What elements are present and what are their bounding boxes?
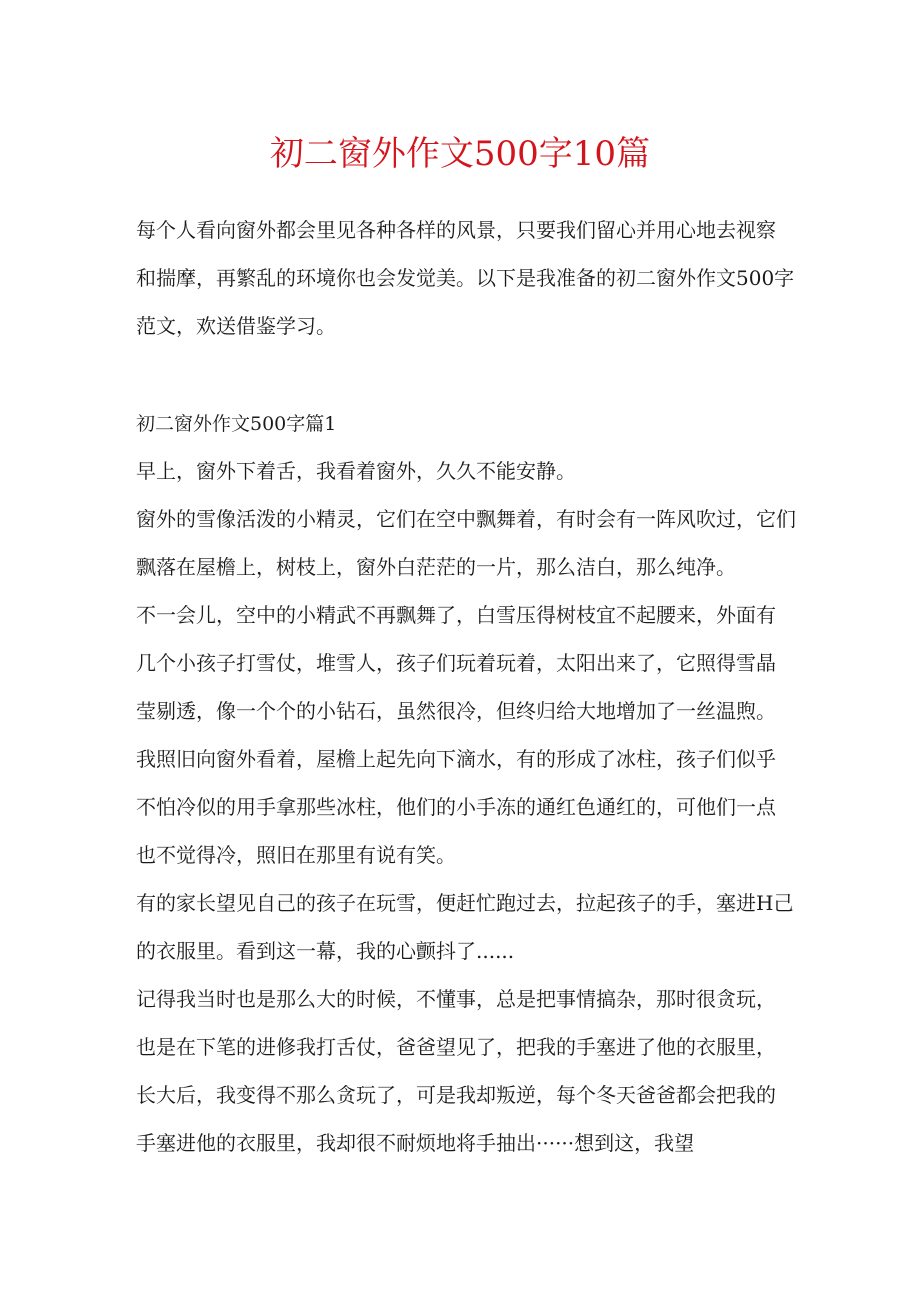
paragraph-line: 手塞进他的衣服里，我却很不耐烦地将手抽出······想到这，我望 xyxy=(136,1131,695,1155)
paragraph-line: 莹剔透，像一个个的小钻石，虽然很冷，但终归给大地增加了一丝温煦。 xyxy=(136,699,776,723)
paragraph-line: 长大后，我变得不那么贪玩了，可是我却叛逆，每个冬天爸爸都会把我的 xyxy=(136,1083,776,1107)
paragraph-line: 飘落在屋檐上，树枝上，窗外白茫茫的一片，那么洁白，那么纯净。 xyxy=(136,555,736,579)
paragraph-line: 我照旧向窗外看着，屋檐上起先向下滴水，有的形成了冰柱，孩子们似乎 xyxy=(136,747,776,771)
paragraph-line: 记得我当时也是那么大的时候，不懂事，总是把事情搞杂，那时很贪玩， xyxy=(136,987,776,1011)
paragraph-line: 窗外的雪像活泼的小精灵，它们在空中飘舞着，有时会有一阵风吹过，它们 xyxy=(136,507,796,531)
paragraph-line: 早上，窗外下着舌，我看着窗外，久久不能安静。 xyxy=(136,459,576,483)
intro-line: 和揣摩，再繁乱的环境你也会发觉美。以下是我准备的初二窗外作文500字 xyxy=(136,266,795,290)
essay-paragraph xyxy=(136,591,796,735)
paragraph-line: 不怕冷似的用手拿那些冰柱，他们的小手冻的通红色通红的，可他们一点 xyxy=(136,795,776,819)
paragraph-line: 几个小孩子打雪仗，堆雪人，孩子们玩着玩着，太阳出来了，它照得雪晶 xyxy=(136,651,776,675)
paragraph-line: 也不觉得冷，照旧在那里有说有笑。 xyxy=(136,843,456,867)
intro-paragraph xyxy=(136,206,796,350)
essay-paragraph xyxy=(136,447,796,495)
essay-paragraph xyxy=(136,975,796,1167)
intro-line: 范文，欢送借鉴学习。 xyxy=(136,314,336,338)
document-title: 初二窗外作文500字10篇 xyxy=(269,134,651,174)
intro-line: 每个人看向窗外都会里见各种各样的风景，只要我们留心并用心地去视察 xyxy=(136,218,776,242)
paragraph-line: 不一会儿，空中的小精武不再飘舞了，白雪压得树枝宜不起腰来，外面有 xyxy=(136,603,776,627)
section-heading: 初二窗外作文500字篇1 xyxy=(136,413,337,435)
essay-body xyxy=(136,447,796,1167)
paragraph-line: 也是在下笔的进修我打舌仗，爸爸望见了，把我的手塞进了他的衣服里， xyxy=(136,1035,776,1059)
essay-paragraph xyxy=(136,735,796,879)
essay-paragraph xyxy=(136,879,796,975)
paragraph-line: 的衣服里。看到这一幕，我的心颤抖了...... xyxy=(136,939,515,963)
paragraph-line: 有的家长望见自己的孩子在玩雪，便赶忙跑过去，拉起孩子的手，塞进H己 xyxy=(136,891,794,915)
essay-paragraph xyxy=(136,495,796,591)
